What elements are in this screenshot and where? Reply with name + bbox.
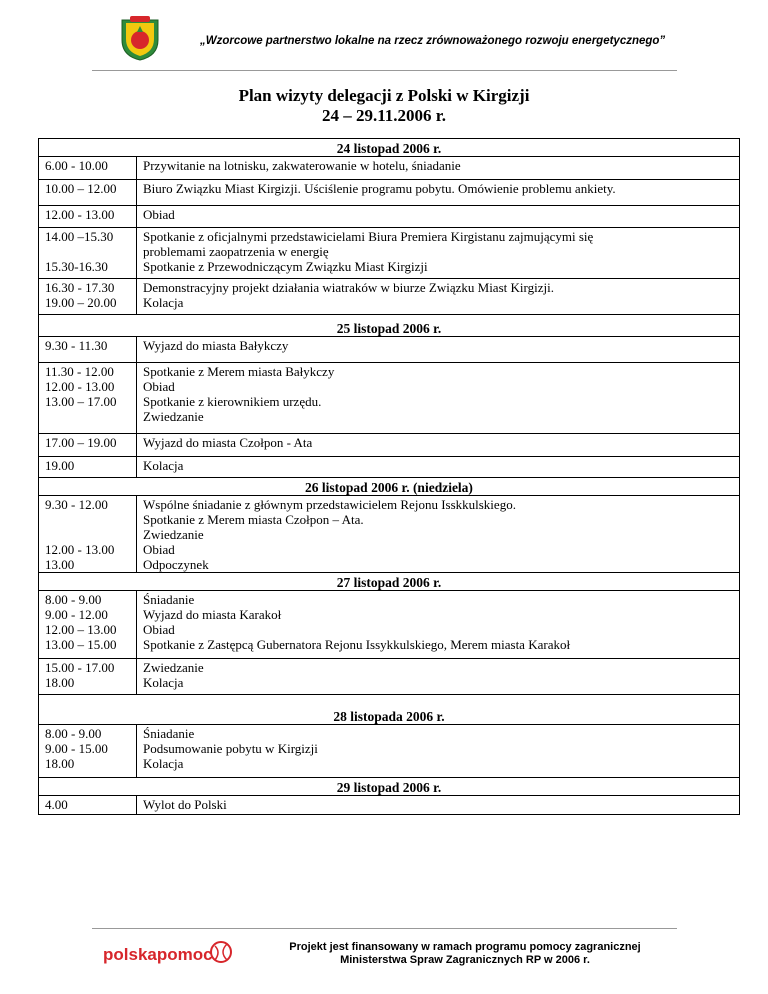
- time-cell: [39, 180, 137, 206]
- schedule-row: [39, 157, 740, 180]
- schedule-row: [39, 180, 740, 206]
- time-slot: 12.00 - 13.00: [45, 542, 115, 557]
- footer-divider: [92, 928, 677, 929]
- time-cell: [39, 496, 137, 573]
- activity-item: Śniadanie: [143, 726, 195, 741]
- activity-cell: [137, 157, 740, 180]
- schedule-row: [39, 228, 740, 279]
- activity-item: Spotkanie z Merem miasta Czołpon – Ata.: [143, 512, 364, 527]
- activity-cell: [137, 206, 740, 228]
- time-cell: [39, 279, 137, 315]
- activity-item: Spotkanie z Zastępcą Gubernatora Rejonu Issykkulskiego, Merem miasta Karakoł: [143, 637, 571, 652]
- time-slot: [45, 512, 130, 527]
- time-slot: 15.00 - 17.00: [45, 660, 115, 675]
- time-cell: [39, 206, 137, 228]
- time-cell: [39, 157, 137, 180]
- day-header: 26 listopad 2006 r. (niedziela): [39, 478, 740, 496]
- polskapomoc-logo: [103, 938, 233, 968]
- time-slot: 11.30 - 12.00: [45, 364, 114, 379]
- activity-item: Obiad: [143, 622, 175, 637]
- day-header: 29 listopad 2006 r.: [39, 778, 740, 796]
- activity-item: Obiad: [143, 542, 175, 557]
- time-slot: 12.00 - 13.00: [45, 207, 115, 222]
- activity-item: Kolacja: [143, 458, 184, 473]
- time-slot: 17.00 – 19.00: [45, 435, 117, 450]
- activity-cell: [137, 434, 740, 457]
- polskapomoc-logo-text: polskapomoc: [103, 945, 213, 964]
- time-slot: 9.30 - 12.00: [45, 497, 108, 512]
- activity-item: Wylot do Polski: [143, 797, 227, 812]
- activity-item: Przywitanie na lotnisku, zakwaterowanie w hotelu, śniadanie: [143, 158, 461, 173]
- activity-item: Zwiedzanie: [143, 409, 204, 424]
- activity-cell: [137, 363, 740, 434]
- schedule-row: [39, 496, 740, 573]
- activity-item: Wyjazd do miasta Bałykczy: [143, 338, 289, 353]
- schedule-row: [39, 591, 740, 659]
- day-header: 27 listopad 2006 r.: [39, 573, 740, 591]
- schedule-row: [39, 206, 740, 228]
- activity-item: Spotkanie z Merem miasta Bałykczy: [143, 364, 335, 379]
- schedule-row: [39, 457, 740, 478]
- activity-cell: [137, 659, 740, 695]
- time-slot: [45, 527, 130, 542]
- day-header: 28 listopada 2006 r.: [39, 695, 740, 725]
- activity-item: Biuro Związku Miast Kirgizji. Uściślenie programu pobytu. Omówienie problemu ankiety.: [143, 181, 616, 196]
- coat-of-arms-logo: [116, 14, 164, 62]
- activity-item: Obiad: [143, 207, 175, 222]
- schedule-row: [39, 659, 740, 695]
- day-header: 25 listopad 2006 r.: [39, 315, 740, 337]
- time-slot: 15.30-16.30: [45, 259, 108, 274]
- footer-note: [250, 941, 680, 967]
- activity-item: Odpoczynek: [143, 557, 209, 572]
- activity-cell: [137, 228, 740, 279]
- activity-item: Spotkanie z oficjalnymi przedstawicielami Biura Premiera Kirgistanu zajmującymi się: [143, 229, 594, 244]
- activity-item: Kolacja: [143, 675, 184, 690]
- activity-item: Śniadanie: [143, 592, 195, 607]
- time-slot: 10.00 – 12.00: [45, 181, 117, 196]
- time-slot: 9.00 - 12.00: [45, 607, 108, 622]
- time-cell: [39, 363, 137, 434]
- time-slot: 9.00 - 15.00: [45, 741, 108, 756]
- time-slot: 19.00 – 20.00: [45, 295, 117, 310]
- activity-item: Kolacja: [143, 295, 184, 310]
- time-cell: [39, 337, 137, 363]
- time-cell: [39, 796, 137, 815]
- schedule-row: [39, 796, 740, 815]
- time-cell: [39, 725, 137, 778]
- time-slot: 6.00 - 10.00: [45, 158, 108, 173]
- activity-item: Wyjazd do miasta Karakoł: [143, 607, 282, 622]
- time-slot: 13.00 – 17.00: [45, 394, 117, 409]
- schedule-row: [39, 725, 740, 778]
- schedule-row: [39, 363, 740, 434]
- activity-item: Wyjazd do miasta Czołpon - Ata: [143, 435, 313, 450]
- activity-item: problemami zaopatrzenia w energię: [143, 244, 329, 259]
- time-slot: 13.00 – 15.00: [45, 637, 117, 652]
- time-slot: 4.00: [45, 797, 68, 812]
- schedule-row: [39, 337, 740, 363]
- activity-cell: [137, 796, 740, 815]
- activity-cell: [137, 180, 740, 206]
- activity-cell: [137, 337, 740, 363]
- schedule-row: [39, 279, 740, 315]
- page-title: Plan wizyty delegacji z Polski w Kirgizji: [238, 86, 530, 105]
- time-slot: 12.00 – 13.00: [45, 622, 117, 637]
- page-subtitle: 24 – 29.11.2006 r.: [321, 106, 447, 125]
- time-slot: 9.30 - 11.30: [45, 338, 108, 353]
- activity-item: Wspólne śniadanie z głównym przedstawicielem Rejonu Isskkulskiego.: [143, 497, 516, 512]
- schedule-row: [39, 434, 740, 457]
- activity-item: Spotkanie z kierownikiem urzędu.: [143, 394, 322, 409]
- day-header: 24 listopad 2006 r.: [39, 139, 740, 157]
- activity-item: Podsumowanie pobytu w Kirgizji: [143, 741, 318, 756]
- time-slot: 18.00: [45, 675, 75, 690]
- time-cell: [39, 434, 137, 457]
- activity-item: Obiad: [143, 379, 175, 394]
- footer-line-2: Ministerstwa Spraw Zagranicznych RP w 2006 r.: [340, 954, 590, 966]
- activity-item: Zwiedzanie: [143, 527, 204, 542]
- time-slot: 8.00 - 9.00: [45, 592, 102, 607]
- time-slot: 12.00 - 13.00: [45, 379, 115, 394]
- time-slot: 14.00 –15.30: [45, 229, 114, 244]
- time-slot: 8.00 - 9.00: [45, 726, 102, 741]
- activity-cell: [137, 457, 740, 478]
- schedule-table: [38, 138, 740, 815]
- header-divider: [92, 70, 677, 71]
- activity-item: Zwiedzanie: [143, 660, 204, 675]
- time-slot: 18.00: [45, 756, 75, 771]
- time-slot: 13.00: [45, 557, 75, 572]
- activity-cell: [137, 279, 740, 315]
- time-cell: [39, 228, 137, 279]
- activity-item: Demonstracyjny projekt działania wiatraków w biurze Związku Miast Kirgizji.: [143, 280, 554, 295]
- activity-item: Spotkanie z Przewodniczącym Związku Miast Kirgizji: [143, 259, 428, 274]
- activity-cell: [137, 496, 740, 573]
- time-cell: [39, 591, 137, 659]
- header-tagline: „Wzorcowe partnerstwo lokalne na rzecz zrównoważonego rozwoju energetycznego”: [200, 35, 666, 47]
- time-slot: [45, 244, 130, 259]
- footer-line-1: Projekt jest finansowany w ramach programu pomocy zagranicznej: [289, 941, 641, 953]
- activity-item: Kolacja: [143, 756, 184, 771]
- time-cell: [39, 457, 137, 478]
- time-slot: 19.00: [45, 458, 75, 473]
- time-slot: 16.30 - 17.30: [45, 280, 115, 295]
- activity-cell: [137, 725, 740, 778]
- time-cell: [39, 659, 137, 695]
- activity-cell: [137, 591, 740, 659]
